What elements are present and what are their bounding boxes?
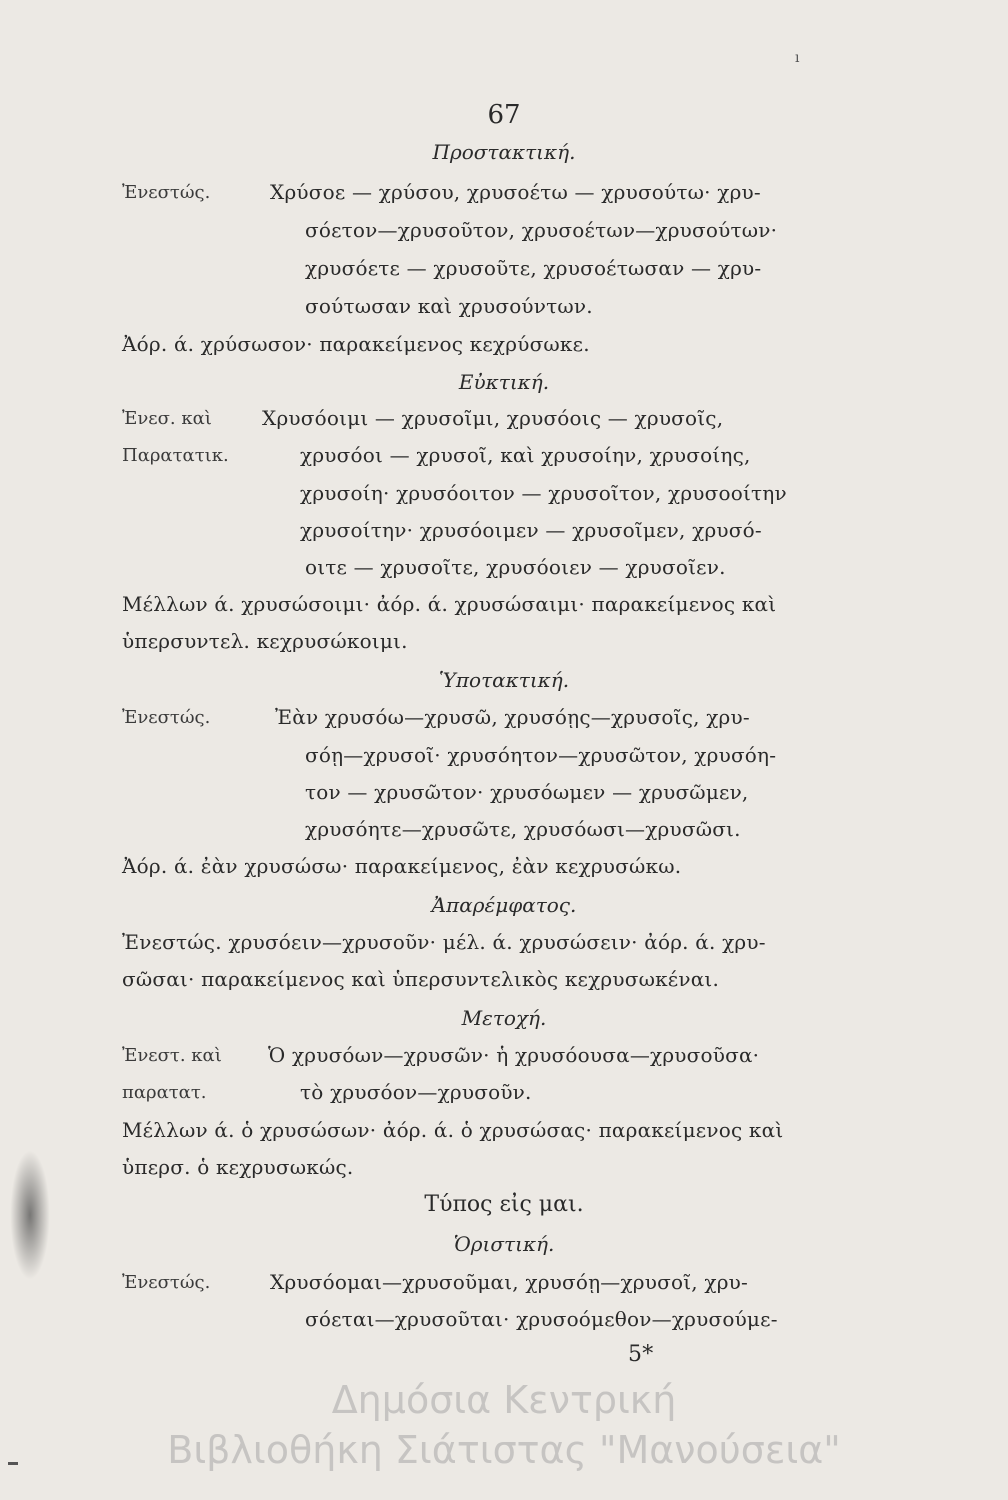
- heading-oristiki: Ὁριστική.: [453, 1232, 555, 1256]
- heading-ypotaktiki: Ὑποτακτική.: [438, 668, 570, 692]
- text-line: Χρυσόομαι—χρυσοῦμαι, χρυσόῃ—χρυσοῖ, χρυ-: [270, 1270, 748, 1294]
- corner-mark: ı: [795, 50, 800, 66]
- text-line: Μέλλων ά. ὁ χρυσώσων· ἀόρ. ά. ὁ χρυσώσας· παρακείμενος καὶ: [122, 1118, 784, 1142]
- text-line: χρυσόητε—χρυσῶτε, χρυσόωσι—χρυσῶσι.: [305, 817, 741, 841]
- page-smudge: [10, 1150, 50, 1280]
- text-line: Ἀόρ. ά. ἐὰν χρυσώσω· παρακείμενος, ἐὰν κεχρυσώκω.: [122, 854, 682, 878]
- label-enest-kai: Ἐνεστ. καὶ: [122, 1045, 222, 1066]
- text-line: Χρυσόοιμι — χρυσοῖμι, χρυσόοις — χρυσοῖς,: [262, 406, 724, 430]
- text-line: Μέλλων ά. χρυσώσοιμι· ἀόρ. ά. χρυσώσαιμι· παρακείμενος καὶ: [122, 592, 777, 616]
- heading-aparemfatos: Ἀπαρέμφατος.: [431, 893, 577, 917]
- label-paratat: παρατατ.: [122, 1082, 207, 1103]
- heading-metochi: Μετοχή.: [461, 1006, 547, 1030]
- heading-euktiki: Εὐκτική.: [458, 370, 550, 394]
- text-line: οιτε — χρυσοῖτε, χρυσόοιεν — χρυσοῖεν.: [305, 555, 726, 579]
- label-enestos: Ἐνεστώς.: [122, 707, 211, 728]
- edge-mark: [8, 1462, 18, 1465]
- text-line: χρυσόοι — χρυσοῖ, καὶ χρυσοίην, χρυσοίης,: [300, 443, 751, 467]
- page-number: 67: [487, 100, 521, 130]
- text-line: σῶσαι· παρακείμενος καὶ ὑπερσυντελικὸς κεχρυσωκέναι.: [122, 967, 720, 991]
- text-line: σόετον—χρυσοῦτον, χρυσοέτων—χρυσούτων·: [305, 218, 778, 242]
- text-line: τον — χρυσῶτον· χρυσόωμεν — χρυσῶμεν,: [305, 780, 749, 804]
- label-enes-kai: Ἐνεσ. καὶ: [122, 408, 212, 429]
- watermark-line-2: Βιβλιοθήκη Σιάτιστας "Μανούσεια": [167, 1428, 841, 1472]
- text-line: σόεται—χρυσοῦται· χρυσοόμεθον—χρυσούμε-: [305, 1307, 778, 1331]
- text-line: σόῃ—χρυσοῖ· χρυσόητον—χρυσῶτον, χρυσόη-: [305, 743, 777, 767]
- text-line: Ἐὰν χρυσόω—χρυσῶ, χρυσόῃς—χρυσοῖς, χρυ-: [275, 705, 750, 729]
- label-enestos: Ἐνεστώς.: [122, 182, 211, 203]
- label-enestos: Ἐνεστώς.: [122, 1272, 211, 1293]
- text-line: σούτωσαν καὶ χρυσούντων.: [305, 294, 593, 318]
- signature-mark: 5*: [628, 1342, 654, 1367]
- watermark-line-1: Δημόσια Κεντρική: [331, 1378, 677, 1422]
- text-line: χρυσόετε — χρυσοῦτε, χρυσοέτωσαν — χρυ-: [305, 256, 762, 280]
- text-line: χρυσοίτην· χρυσόοιμεν — χρυσοῖμεν, χρυσό-: [300, 518, 762, 542]
- text-line: Ὁ χρυσόων—χρυσῶν· ἡ χρυσόουσα—χρυσοῦσα·: [268, 1043, 760, 1067]
- text-line: Χρύσοε — χρύσου, χρυσοέτω — χρυσούτω· χρυ-: [270, 180, 761, 204]
- text-line: Ἐνεστώς. χρυσόειν—χρυσοῦν· μέλ. ά. χρυσώσειν· ἀόρ. ά. χρυ-: [122, 930, 766, 954]
- label-paratatik: Παρατατικ.: [122, 445, 229, 466]
- text-line: Ἀόρ. ά. χρύσωσον· παρακείμενος κεχρύσωκε.: [122, 332, 590, 356]
- text-line: ὑπερσ. ὁ κεχρυσωκώς.: [122, 1155, 354, 1179]
- heading-typos: Τύπος εἰς μαι.: [424, 1192, 584, 1217]
- text-line: χρυσοίη· χρυσόοιτον — χρυσοῖτον, χρυσοοίτην: [300, 481, 787, 505]
- heading-prostaktiki: Προστακτική.: [432, 140, 576, 164]
- text-line: τὸ χρυσόον—χρυσοῦν.: [300, 1080, 532, 1104]
- text-line: ὑπερσυντελ. κεχρυσώκοιμι.: [122, 629, 408, 653]
